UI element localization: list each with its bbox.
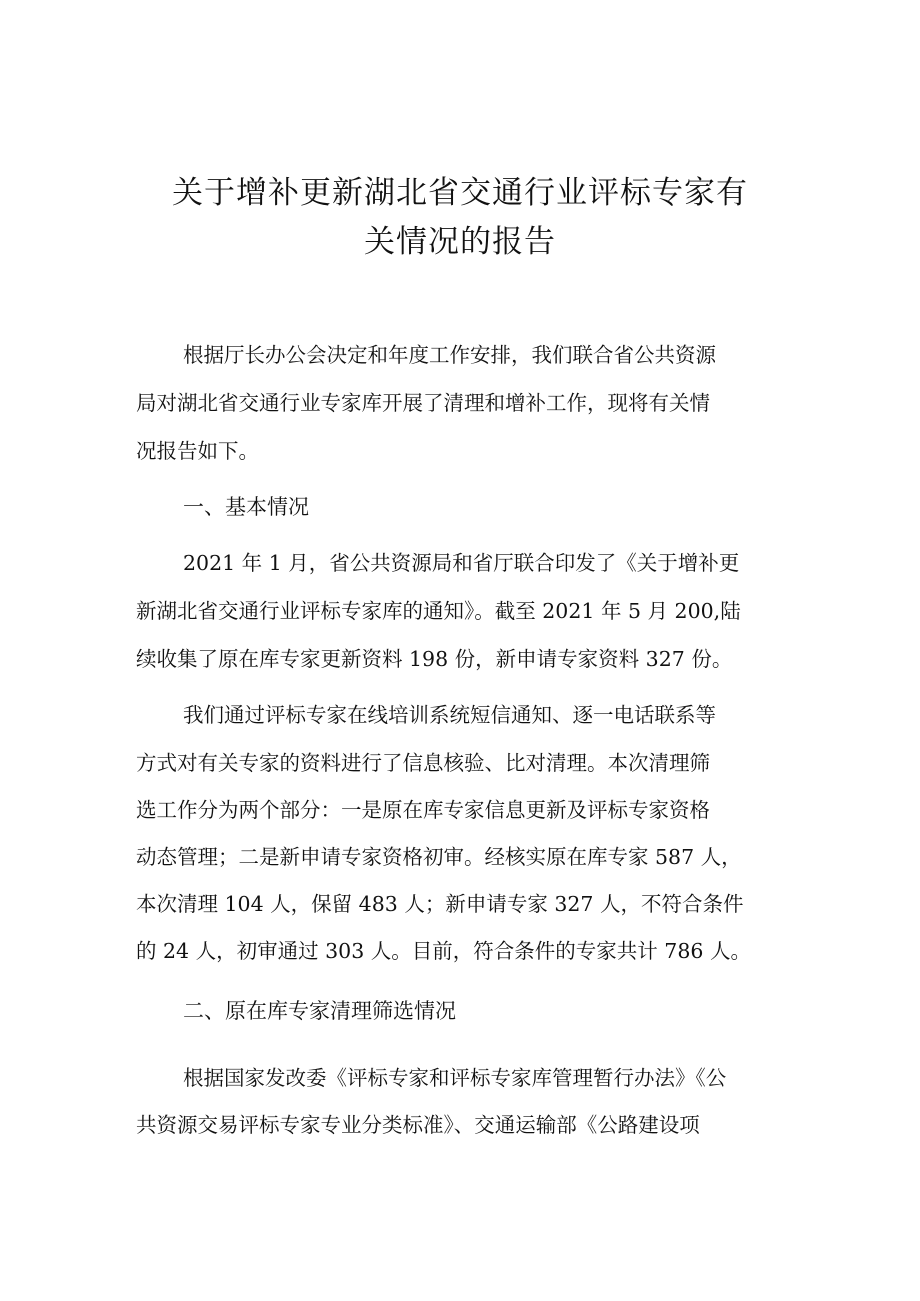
paragraph-line: 我们通过评标专家在线培训系统短信通知、逐一电话联系等 (183, 703, 716, 727)
paragraph-line: 动态管理；二是新申请专家资格初审。经核实原在库专家 587 人， (136, 845, 742, 869)
paragraph-line: 局对湖北省交通行业专家库开展了清理和增补工作，现将有关情 (136, 391, 710, 415)
paragraph-line: 共资源交易评标专家专业分类标准》、交通运输部《公路建设项 (136, 1113, 700, 1137)
section-heading-1: 一、基本情况 (183, 495, 309, 519)
paragraph-line: 新湖北省交通行业评标专家库的通知》。截至 2021 年 5 月 200,陆 (136, 599, 741, 623)
document-title-line-1: 关于增补更新湖北省交通行业评标专家有 (172, 175, 748, 211)
paragraph-line: 本次清理 104 人，保留 483 人；新申请专家 327 人，不符合条件 (136, 892, 744, 916)
document-title-line-2: 关情况的报告 (364, 224, 556, 260)
paragraph-line: 2021 年 1 月，省公共资源局和省厅联合印发了《关于增补更 (183, 551, 740, 575)
paragraph-line: 选工作分为两个部分：一是原在库专家信息更新及评标专家资格 (136, 798, 710, 822)
paragraph-line: 的 24 人，初审通过 303 人。目前，符合条件的专家共计 786 人。 (136, 939, 751, 963)
paragraph-line: 续收集了原在库专家更新资料 198 份，新申请专家资料 327 份。 (136, 647, 733, 671)
paragraph-line: 况报告如下。 (136, 439, 259, 463)
paragraph-line: 根据厅长办公会决定和年度工作安排，我们联合省公共资源 (183, 343, 716, 367)
section-heading-2: 二、原在库专家清理筛选情况 (183, 999, 456, 1023)
paragraph-line: 根据国家发改委《评标专家和评标专家库管理暂行办法》《公 (183, 1066, 727, 1090)
paragraph-line: 方式对有关专家的资料进行了信息核验、比对清理。本次清理筛 (136, 751, 710, 775)
